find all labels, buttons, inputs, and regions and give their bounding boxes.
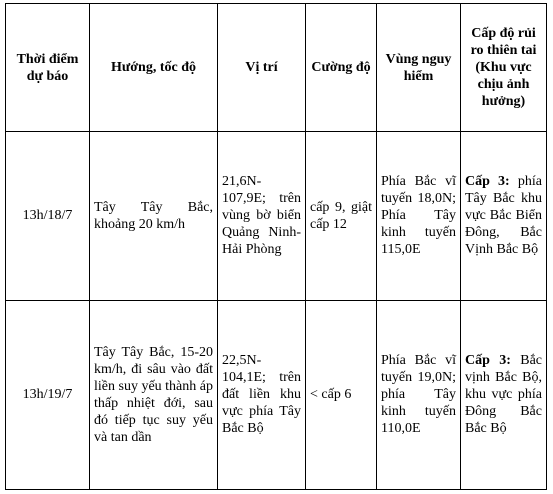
risk-level-label: Cấp 3: (465, 353, 511, 369)
cell-danger-zone: Phía Bắc vĩ tuyến 19,0N; phía Tây kinh tuyến 110,0E (377, 300, 461, 489)
cell-danger-zone: Phía Bắc vĩ tuyến 18,0N; Phía Tây kinh tuyến 115,0E (377, 132, 461, 301)
cell-position: 22,5N-104,1E; trên đất liền khu vực phía Tây Bắc Bộ (218, 300, 306, 489)
header-risk-level: Cấp độ rủi ro thiên tai (Khu vực chịu ảnh hưởng) (461, 4, 547, 132)
cell-intensity: < cấp 6 (306, 300, 377, 489)
cell-risk (461, 132, 547, 301)
cell-intensity: cấp 9, giật cấp 12 (306, 132, 377, 301)
risk-area-text: Bắc vịnh Bắc Bộ, khu vực phía Đông Bắc Bắc Bộ (465, 353, 543, 437)
cell-position: 21,6N-107,9E; trên vùng bờ biển Quảng Ninh-Hải Phòng (218, 132, 306, 301)
cell-risk (461, 300, 547, 489)
risk-area-text: phía Tây Bắc khu vực Bắc Biển Đông, Bắc Vịnh Bắc Bộ (465, 174, 543, 258)
cell-direction-speed: Tây Tây Bắc, 15-20 km/h, đi sâu vào đất liền suy yếu thành áp thấp nhiệt đới, sau đó tiếp tục suy yếu và tan dần (90, 300, 218, 489)
risk-level-label: Cấp 3: (465, 174, 510, 190)
cell-time: 13h/19/7 (6, 300, 90, 489)
table-row (6, 300, 547, 489)
header-time: Thời điểm dự báo (6, 4, 90, 132)
cell-time: 13h/18/7 (6, 132, 90, 301)
table-row (6, 132, 547, 301)
cell-direction-speed: Tây Tây Bắc, khoảng 20 km/h (90, 132, 218, 301)
header-danger-zone: Vùng nguy hiểm (377, 4, 461, 132)
forecast-table (5, 3, 547, 490)
table-header-row (6, 4, 547, 132)
header-position: Vị trí (218, 4, 306, 132)
header-intensity: Cường độ (306, 4, 377, 132)
header-direction-speed: Hướng, tốc độ (90, 4, 218, 132)
